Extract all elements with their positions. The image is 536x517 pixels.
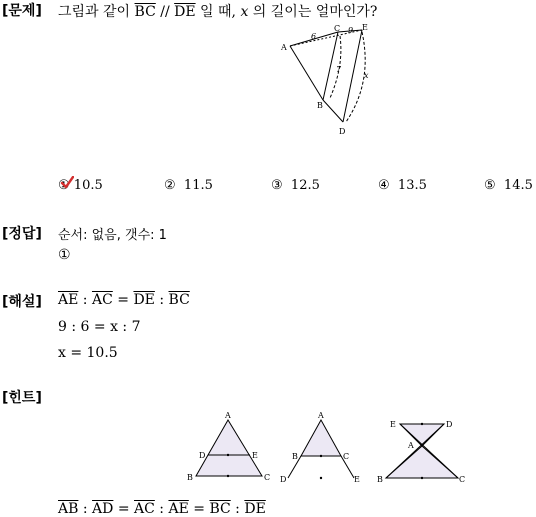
explanation-tag: [해설] bbox=[2, 294, 42, 310]
hint1-e: E bbox=[252, 451, 258, 460]
problem-tag: [문제] bbox=[2, 3, 42, 19]
segment-de: $\overline{DE}$ bbox=[174, 4, 196, 20]
ratio-sep: : bbox=[230, 501, 245, 517]
ratio-sep: : bbox=[78, 292, 92, 308]
segment-bc: $\overline{BC}$ bbox=[209, 501, 231, 517]
equals-sign: = bbox=[113, 501, 135, 517]
equals-sign: = bbox=[188, 501, 210, 517]
hint2-b: B bbox=[292, 452, 298, 461]
hint1-d: D bbox=[199, 451, 206, 460]
segment-ac: $\overline{AC}$ bbox=[91, 292, 113, 308]
point-c-label: C bbox=[334, 24, 341, 33]
segment-bd bbox=[323, 100, 343, 122]
hint3-b: B bbox=[377, 475, 383, 484]
choice-1-value: 10.5 bbox=[73, 178, 103, 193]
hint1-a: A bbox=[225, 411, 231, 420]
hint1-b: B bbox=[187, 473, 193, 482]
segment-de: $\overline{DE}$ bbox=[133, 292, 155, 308]
hint-formula bbox=[58, 501, 266, 517]
label-6: 6 bbox=[311, 32, 317, 41]
arc-x bbox=[346, 32, 365, 122]
check-icon bbox=[60, 176, 74, 190]
segment-bc: $\overline{BC}$ bbox=[168, 292, 190, 308]
choice-5[interactable] bbox=[484, 178, 533, 193]
segment-ae: $\overline{AE}$ bbox=[58, 292, 79, 308]
choice-4-value: 13.5 bbox=[397, 178, 427, 193]
segment-ab bbox=[290, 46, 323, 100]
segment-ae: $\overline{AE}$ bbox=[168, 501, 189, 517]
answer-line: 순서: 없음, 갯수: 1 bbox=[58, 228, 167, 243]
point-d-label: D bbox=[339, 127, 346, 136]
hint-figure-2 bbox=[280, 411, 360, 484]
hint-figure-3 bbox=[377, 420, 465, 484]
hint2-d: D bbox=[280, 475, 287, 484]
question-text: 그림과 같이 bbox=[58, 4, 135, 20]
hint-figure-1 bbox=[187, 411, 270, 482]
hint3-a: A bbox=[408, 441, 414, 450]
hint3-c: C bbox=[459, 475, 466, 484]
label-9: 9 bbox=[348, 26, 354, 35]
choice-4-mark: ④ bbox=[378, 178, 390, 193]
choice-1-mark: ① bbox=[58, 178, 70, 193]
hint2-e: E bbox=[354, 475, 360, 484]
segment-de: $\overline{DE}$ bbox=[244, 501, 266, 517]
choice-5-mark: ⑤ bbox=[484, 178, 496, 193]
label-7: 7 bbox=[336, 65, 342, 74]
choice-2-mark: ② bbox=[164, 178, 176, 193]
hint3-d: D bbox=[446, 420, 453, 429]
hint2-c: C bbox=[343, 452, 350, 461]
explanation-line-2: 9 : 6 = x : 7 bbox=[58, 319, 141, 335]
choice-3[interactable] bbox=[271, 178, 320, 193]
explanation-ratio bbox=[58, 292, 190, 308]
segment-bc: $\overline{BC}$ bbox=[134, 4, 156, 20]
answer-number: ① bbox=[58, 247, 71, 263]
segment-ab: $\overline{AB}$ bbox=[58, 501, 79, 517]
ratio-sep: : bbox=[154, 501, 169, 517]
point-e-label: E bbox=[362, 23, 368, 32]
label-x: x bbox=[364, 71, 369, 80]
hint3-e: E bbox=[390, 420, 396, 429]
parallel-symbol: // bbox=[155, 4, 175, 20]
question-text: 의 길이는 얼마인가? bbox=[248, 4, 378, 20]
answer-tag: [정답] bbox=[2, 226, 42, 242]
choice-3-mark: ③ bbox=[271, 178, 283, 193]
point-a-label: A bbox=[281, 43, 287, 52]
choice-1[interactable] bbox=[58, 178, 103, 193]
hint-tag: [힌트] bbox=[2, 390, 42, 406]
ratio-sep: : bbox=[154, 292, 169, 308]
choice-2-value: 11.5 bbox=[183, 178, 213, 193]
choice-3-value: 12.5 bbox=[290, 178, 320, 193]
hint2-a: A bbox=[318, 411, 324, 420]
variable-x: x bbox=[240, 4, 249, 20]
point-b-label: B bbox=[317, 101, 323, 110]
hint1-c: C bbox=[264, 473, 271, 482]
choice-5-value: 14.5 bbox=[503, 178, 533, 193]
ratio-sep: : bbox=[78, 501, 93, 517]
segment-ad: $\overline{AD}$ bbox=[92, 501, 114, 517]
choice-2[interactable] bbox=[164, 178, 213, 193]
explanation-line-3: x = 10.5 bbox=[58, 345, 118, 361]
problem-figure bbox=[278, 22, 376, 138]
segment-de bbox=[343, 30, 362, 122]
question-text: 일 때, bbox=[195, 4, 241, 20]
equals-sign: = bbox=[112, 292, 134, 308]
choice-4[interactable] bbox=[378, 178, 427, 193]
hint-figures bbox=[180, 408, 470, 490]
segment-ac: $\overline{AC}$ bbox=[134, 501, 155, 517]
problem-question bbox=[58, 1, 377, 21]
